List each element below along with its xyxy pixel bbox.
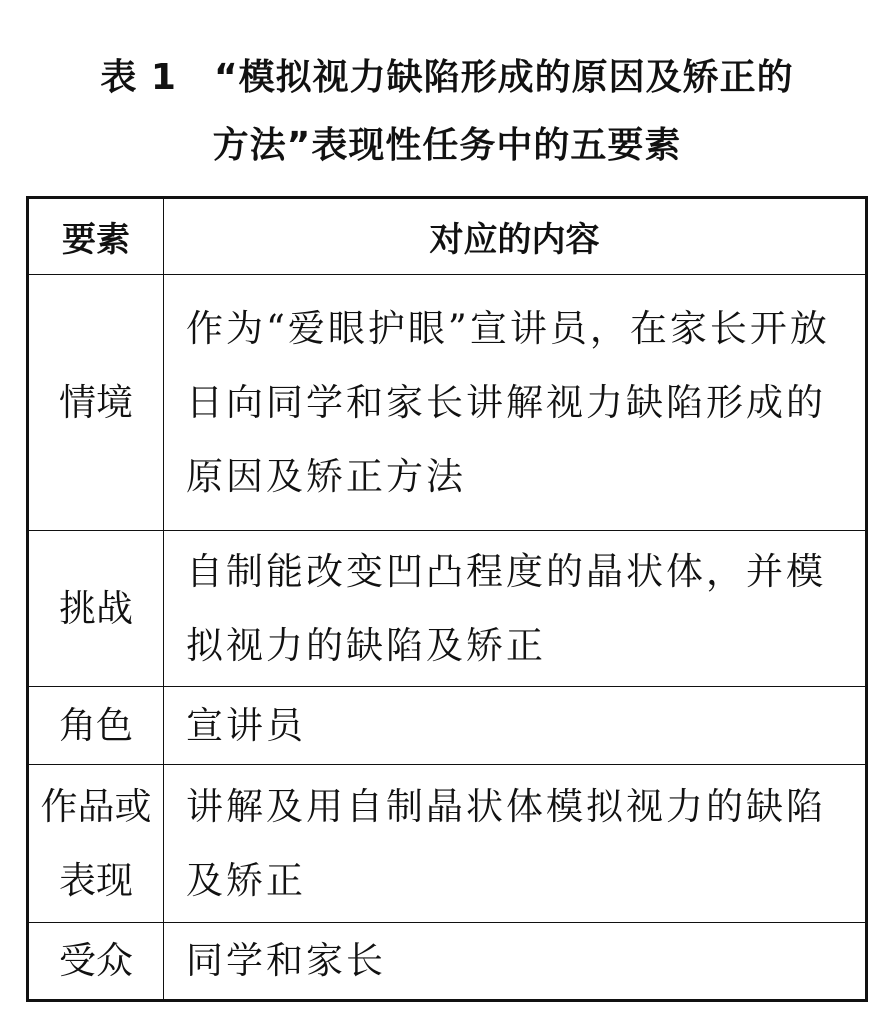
table-row — [28, 531, 867, 687]
row-value: 宣讲员 — [164, 687, 867, 765]
caption-line-1: 表 1 “模拟视力缺陷形成的原因及矫正的 — [100, 57, 794, 98]
table-header-row — [28, 198, 867, 275]
row-value: 自制能改变凹凸程度的晶状体，并模拟视力的缺陷及矫正 — [164, 531, 867, 687]
caption-line-2: 方法”表现性任务中的五要素 — [212, 125, 682, 166]
row-key: 受众 — [28, 923, 164, 1001]
row-value: 同学和家长 — [164, 923, 867, 1001]
table-row — [28, 275, 867, 531]
row-key: 作品或表现 — [28, 765, 164, 923]
table-row — [28, 687, 867, 765]
elements-table — [26, 196, 868, 1002]
row-key: 角色 — [28, 687, 164, 765]
row-key: 挑战 — [28, 531, 164, 687]
header-element: 要素 — [28, 198, 164, 275]
table-row — [28, 923, 867, 1001]
row-value: 作为“爱眼护眼”宣讲员，在家长开放日向同学和家长讲解视力缺陷形成的原因及矫正方法 — [164, 275, 867, 531]
row-key: 情境 — [28, 275, 164, 531]
table-caption — [0, 44, 894, 180]
row-value: 讲解及用自制晶状体模拟视力的缺陷及矫正 — [164, 765, 867, 923]
table-row — [28, 765, 867, 923]
header-content: 对应的内容 — [164, 198, 867, 275]
